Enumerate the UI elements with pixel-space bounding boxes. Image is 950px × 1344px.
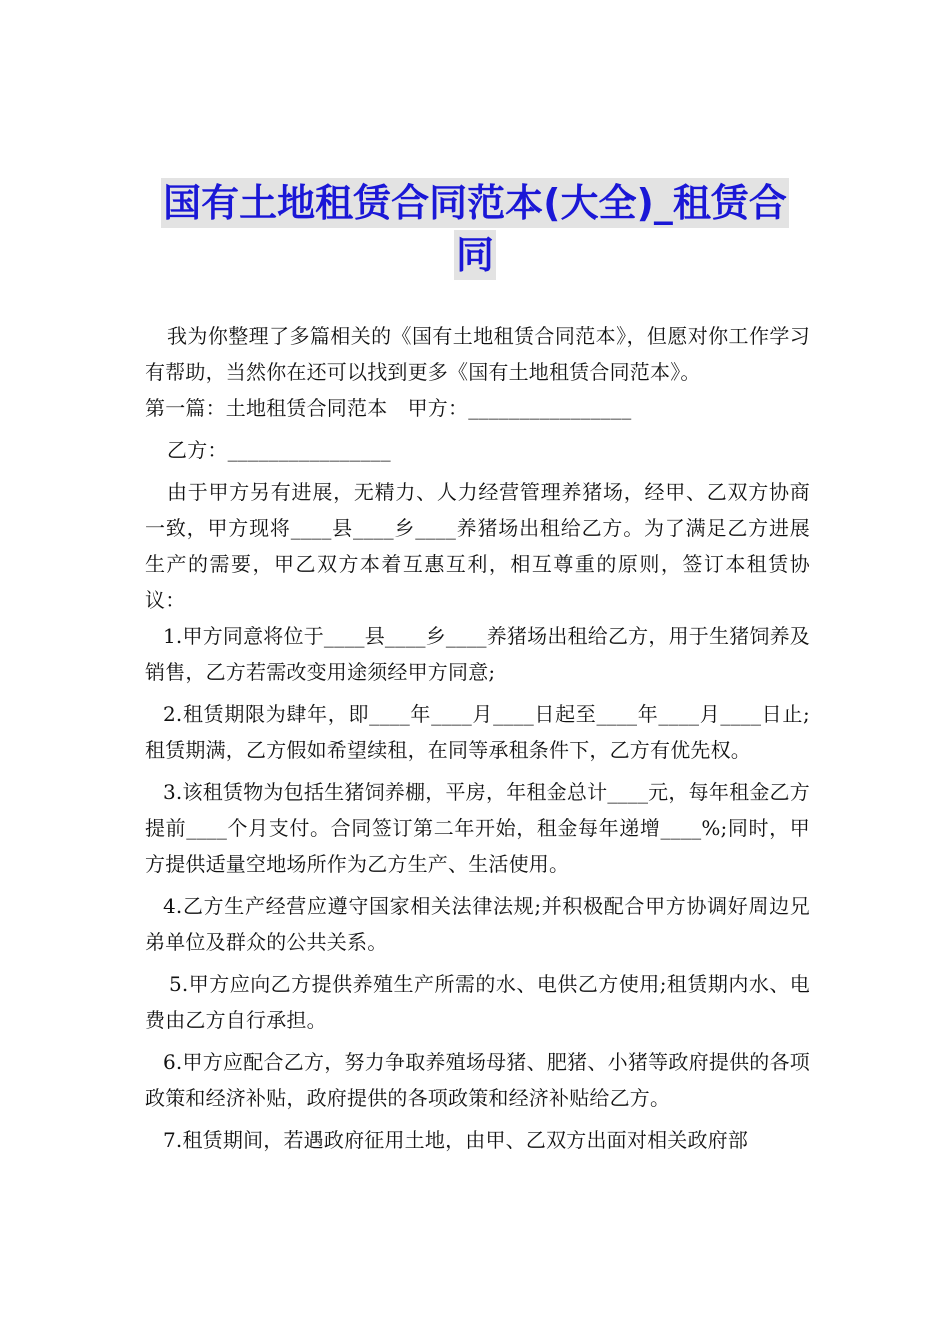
section-heading-party-a: 第一篇：土地租赁合同范本 甲方：________________: [145, 396, 632, 420]
clause-4: 4.乙方生产经营应遵守国家相关法律法规;并积极配合甲方协调好周边兄弟单位及群众的公共关系。: [145, 894, 810, 954]
party-b-line: 乙方：________________: [167, 438, 391, 462]
title-line-2: 同: [454, 230, 496, 280]
title-line-1: 国有土地租赁合同范本(大全)_租赁合: [161, 178, 789, 228]
document-body: [145, 318, 810, 1158]
clause-5: 5.甲方应向乙方提供养殖生产所需的水、电供乙方使用;租赁期内水、电费由乙方自行承担。: [145, 972, 810, 1032]
clause-2: 2.租赁期限为肆年，即____年____月____日起至____年____月____日止;租赁期满，乙方假如希望续租，在同等承租条件下，乙方有优先权。: [145, 702, 810, 762]
clause-3: 3.该租赁物为包括生猪饲养棚，平房，年租金总计____元，每年租金乙方提前____个月支付。合同签订第二年开始，租金每年递增____%;同时，甲方提供适量空地场所作为乙方生产、生活使用。: [145, 780, 810, 876]
preamble-paragraph: 由于甲方另有进展，无精力、人力经营管理养猪场，经甲、乙双方协商一致，甲方现将____县____乡____养猪场出租给乙方。为了满足乙方进展生产的需要，甲乙双方本着互惠互利，相互尊重的原则，签订本租赁协议：: [145, 480, 810, 612]
clause-6: 6.甲方应配合乙方，努力争取养殖场母猪、肥猪、小猪等政府提供的各项政策和经济补贴，政府提供的各项政策和经济补贴给乙方。: [145, 1050, 810, 1110]
document-title: [100, 178, 850, 280]
clause-7: 7.租赁期间，若遇政府征用土地，由甲、乙双方出面对相关政府部: [163, 1128, 749, 1152]
clause-1: 1.甲方同意将位于____县____乡____养猪场出租给乙方，用于生猪饲养及销售，乙方若需改变用途须经甲方同意;: [145, 624, 810, 684]
intro-paragraph: 我为你整理了多篇相关的《国有土地租赁合同范本》，但愿对你工作学习有帮助，当然你在还可以找到更多《国有土地租赁合同范本》。: [145, 324, 810, 384]
